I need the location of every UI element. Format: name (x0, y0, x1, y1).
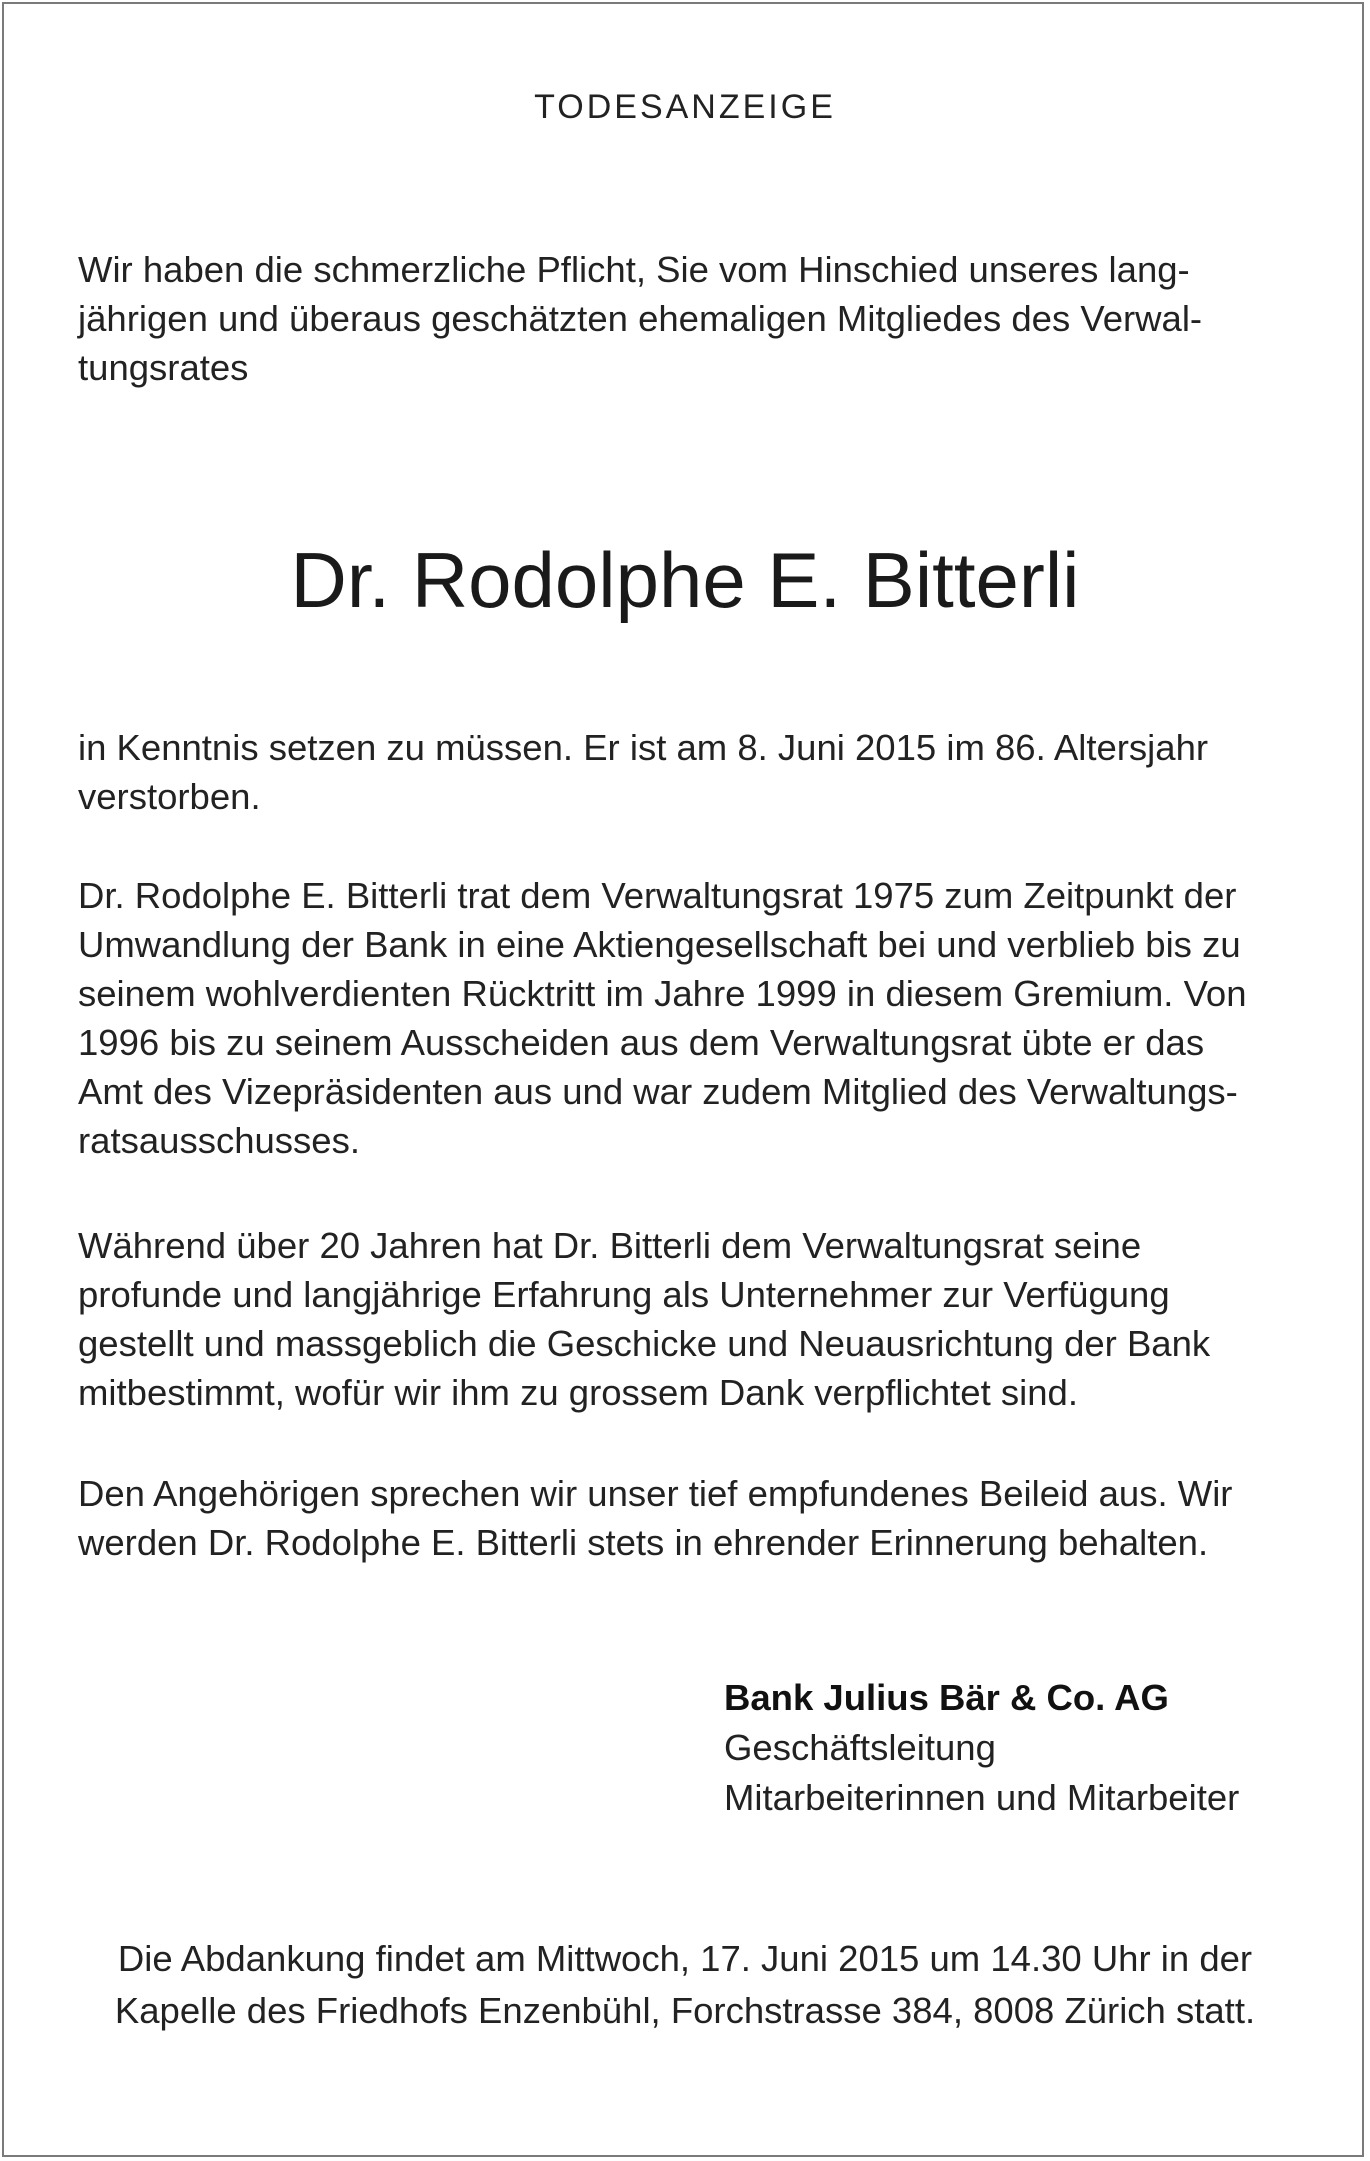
ceremony-line: Kapelle des Friedhofs Enzenbühl, Forchstrasse 384, 8008 Zürich statt. (114, 1990, 1256, 2031)
intro-line: jährigen und überaus geschätzten ehemaligen Mitgliedes des Verwal- (78, 298, 1203, 339)
signature-company: Bank Julius Bär & Co. AG (724, 1677, 1169, 1718)
condolence-line: Den Angehörigen sprechen wir unser tief empfundenes Beileid aus. Wir (78, 1473, 1233, 1514)
intro-line: Wir haben die schmerzliche Pflicht, Sie vom Hinschied unseres lang- (78, 249, 1190, 290)
biography-line: seinem wohlverdienten Rücktritt im Jahre 1999 in diesem Gremium. Von (78, 973, 1247, 1014)
intro-line: tungsrates (78, 347, 249, 388)
biography-line: ratsausschusses. (78, 1120, 360, 1161)
deceased-name: Dr. Rodolphe E. Bitterli (290, 536, 1080, 624)
biography-line: Dr. Rodolphe E. Bitterli trat dem Verwaltungsrat 1975 zum Zeitpunkt der (78, 875, 1237, 916)
signature-line: Mitarbeiterinnen und Mitarbeiter (724, 1777, 1240, 1818)
biography-paragraph (78, 871, 1298, 1165)
gratitude-line: Während über 20 Jahren hat Dr. Bitterli dem Verwaltungsrat seine (78, 1225, 1142, 1266)
ceremony-info (0, 1933, 1370, 2037)
intro-paragraph (78, 245, 1298, 392)
gratitude-paragraph (78, 1221, 1298, 1417)
gratitude-line: mitbestimmt, wofür wir ihm zu grossem Dank verpflichtet sind. (78, 1372, 1078, 1413)
condolence-paragraph (78, 1469, 1298, 1567)
notice-paragraph (78, 723, 1298, 821)
notice-line: verstorben. (78, 776, 261, 817)
signature-block (724, 1673, 1239, 1823)
notice-line: in Kenntnis setzen zu müssen. Er ist am 8. Juni 2015 im 86. Altersjahr (78, 727, 1209, 768)
biography-line: Umwandlung der Bank in eine Aktiengesellschaft bei und verblieb bis zu (78, 924, 1241, 965)
notice-heading: TODESANZEIGE (534, 88, 836, 126)
condolence-line: werden Dr. Rodolphe E. Bitterli stets in ehrender Erinnerung behalten. (78, 1522, 1209, 1563)
signature-line: Geschäftsleitung (724, 1727, 996, 1768)
ceremony-line: Die Abdankung findet am Mittwoch, 17. Juni 2015 um 14.30 Uhr in der (117, 1938, 1253, 1979)
biography-line: 1996 bis zu seinem Ausscheiden aus dem Verwaltungsrat übte er das (78, 1022, 1205, 1063)
gratitude-line: profunde und langjährige Erfahrung als Unternehmer zur Verfügung (78, 1274, 1170, 1315)
biography-line: Amt des Vizepräsidenten aus und war zudem Mitglied des Verwaltungs- (78, 1071, 1238, 1112)
gratitude-line: gestellt und massgeblich die Geschicke und Neuausrichtung der Bank (78, 1323, 1211, 1364)
